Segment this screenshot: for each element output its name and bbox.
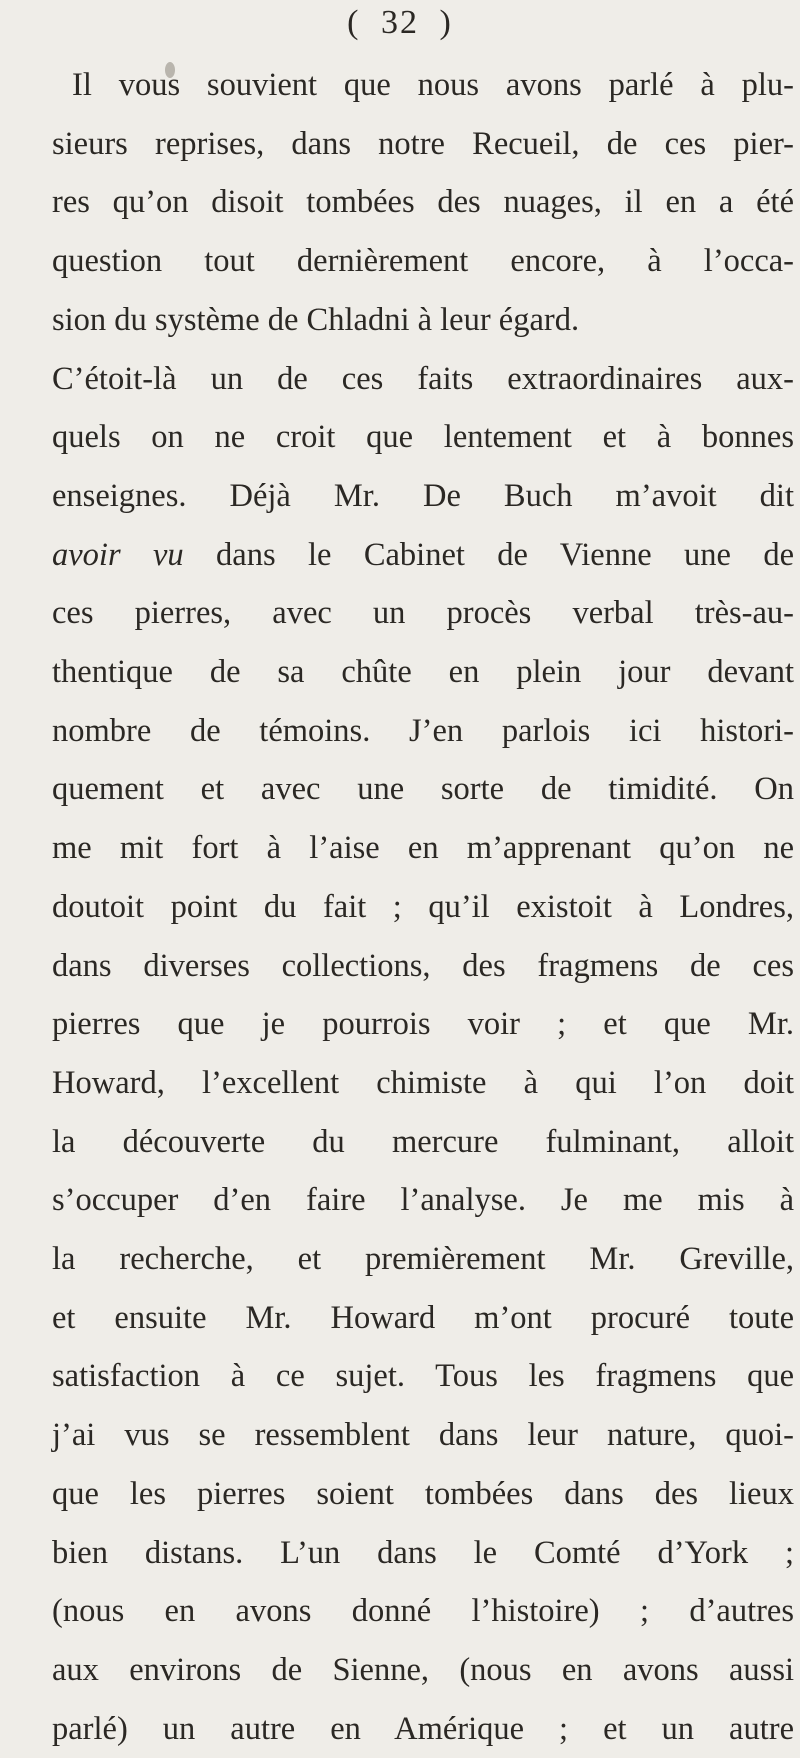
- text-line: doutoit point du fait ; qu’il existoit à Londres,: [52, 888, 794, 925]
- text-line: nombre de témoins. J’en parlois ici histori-: [52, 712, 794, 749]
- text-line: quement et avec une sorte de timidité. On: [52, 771, 794, 808]
- text-line: et ensuite Mr. Howard m’ont procuré toute: [52, 1299, 794, 1336]
- text-line: quels on ne croit que lentement et à bonnes: [52, 419, 794, 456]
- text-line: enseignes. Déjà Mr. De Buch m’avoit dit: [52, 477, 794, 514]
- text-line: me mit fort à l’aise en m’apprenant qu’on ne: [52, 830, 794, 867]
- text-line: ces pierres, avec un procès verbal très-au-: [52, 595, 794, 632]
- italic-phrase: avoir vu: [52, 536, 184, 573]
- text-line: Il vous souvient que nous avons parlé à plu-: [72, 67, 794, 103]
- text-line: sieurs reprises, dans notre Recueil, de ces pier-: [52, 125, 794, 162]
- text-line: pierres que je pourrois voir ; et que Mr.: [52, 1006, 794, 1043]
- text-line: C’étoit-là un de ces faits extraordinaires aux-: [52, 360, 794, 397]
- text-line: Howard, l’excellent chimiste à qui l’on doit: [52, 1064, 794, 1101]
- text-line: j’ai vus se ressemblent dans leur nature, quoi-: [52, 1417, 794, 1454]
- text-line: (nous en avons donné l’histoire) ; d’autres: [52, 1593, 794, 1630]
- text-line: res qu’on disoit tombées des nuages, il en a été: [52, 184, 794, 221]
- body-text: [52, 56, 794, 1758]
- text-line: question tout dernièrement encore, à l’occa-: [52, 243, 794, 280]
- text-line: bien distans. L’un dans le Comté d’York ;: [52, 1534, 794, 1571]
- text-line: satisfaction à ce sujet. Tous les fragmens que: [52, 1358, 794, 1395]
- text-line: dans diverses collections, des fragmens de ces: [52, 947, 794, 984]
- page-number: ( 32 ): [347, 4, 453, 41]
- text-line: aux environs de Sienne, (nous en avons aussi: [52, 1651, 794, 1688]
- text-line: s’occuper d’en faire l’analyse. Je me mis à: [52, 1182, 794, 1219]
- text-line: thentique de sa chûte en plein jour devant: [52, 654, 794, 691]
- text-line: que les pierres soient tombées dans des lieux: [52, 1475, 794, 1512]
- text-line: sion du système de Chladni à leur égard.: [52, 301, 580, 338]
- text-line: la recherche, et premièrement Mr. Greville,: [52, 1241, 794, 1278]
- text-line: la découverte du mercure fulminant, alloit: [52, 1123, 794, 1160]
- text-line: parlé) un autre en Amérique ; et un autre: [52, 1710, 794, 1747]
- text-line: avoir vu dans le Cabinet de Vienne une de: [52, 536, 794, 573]
